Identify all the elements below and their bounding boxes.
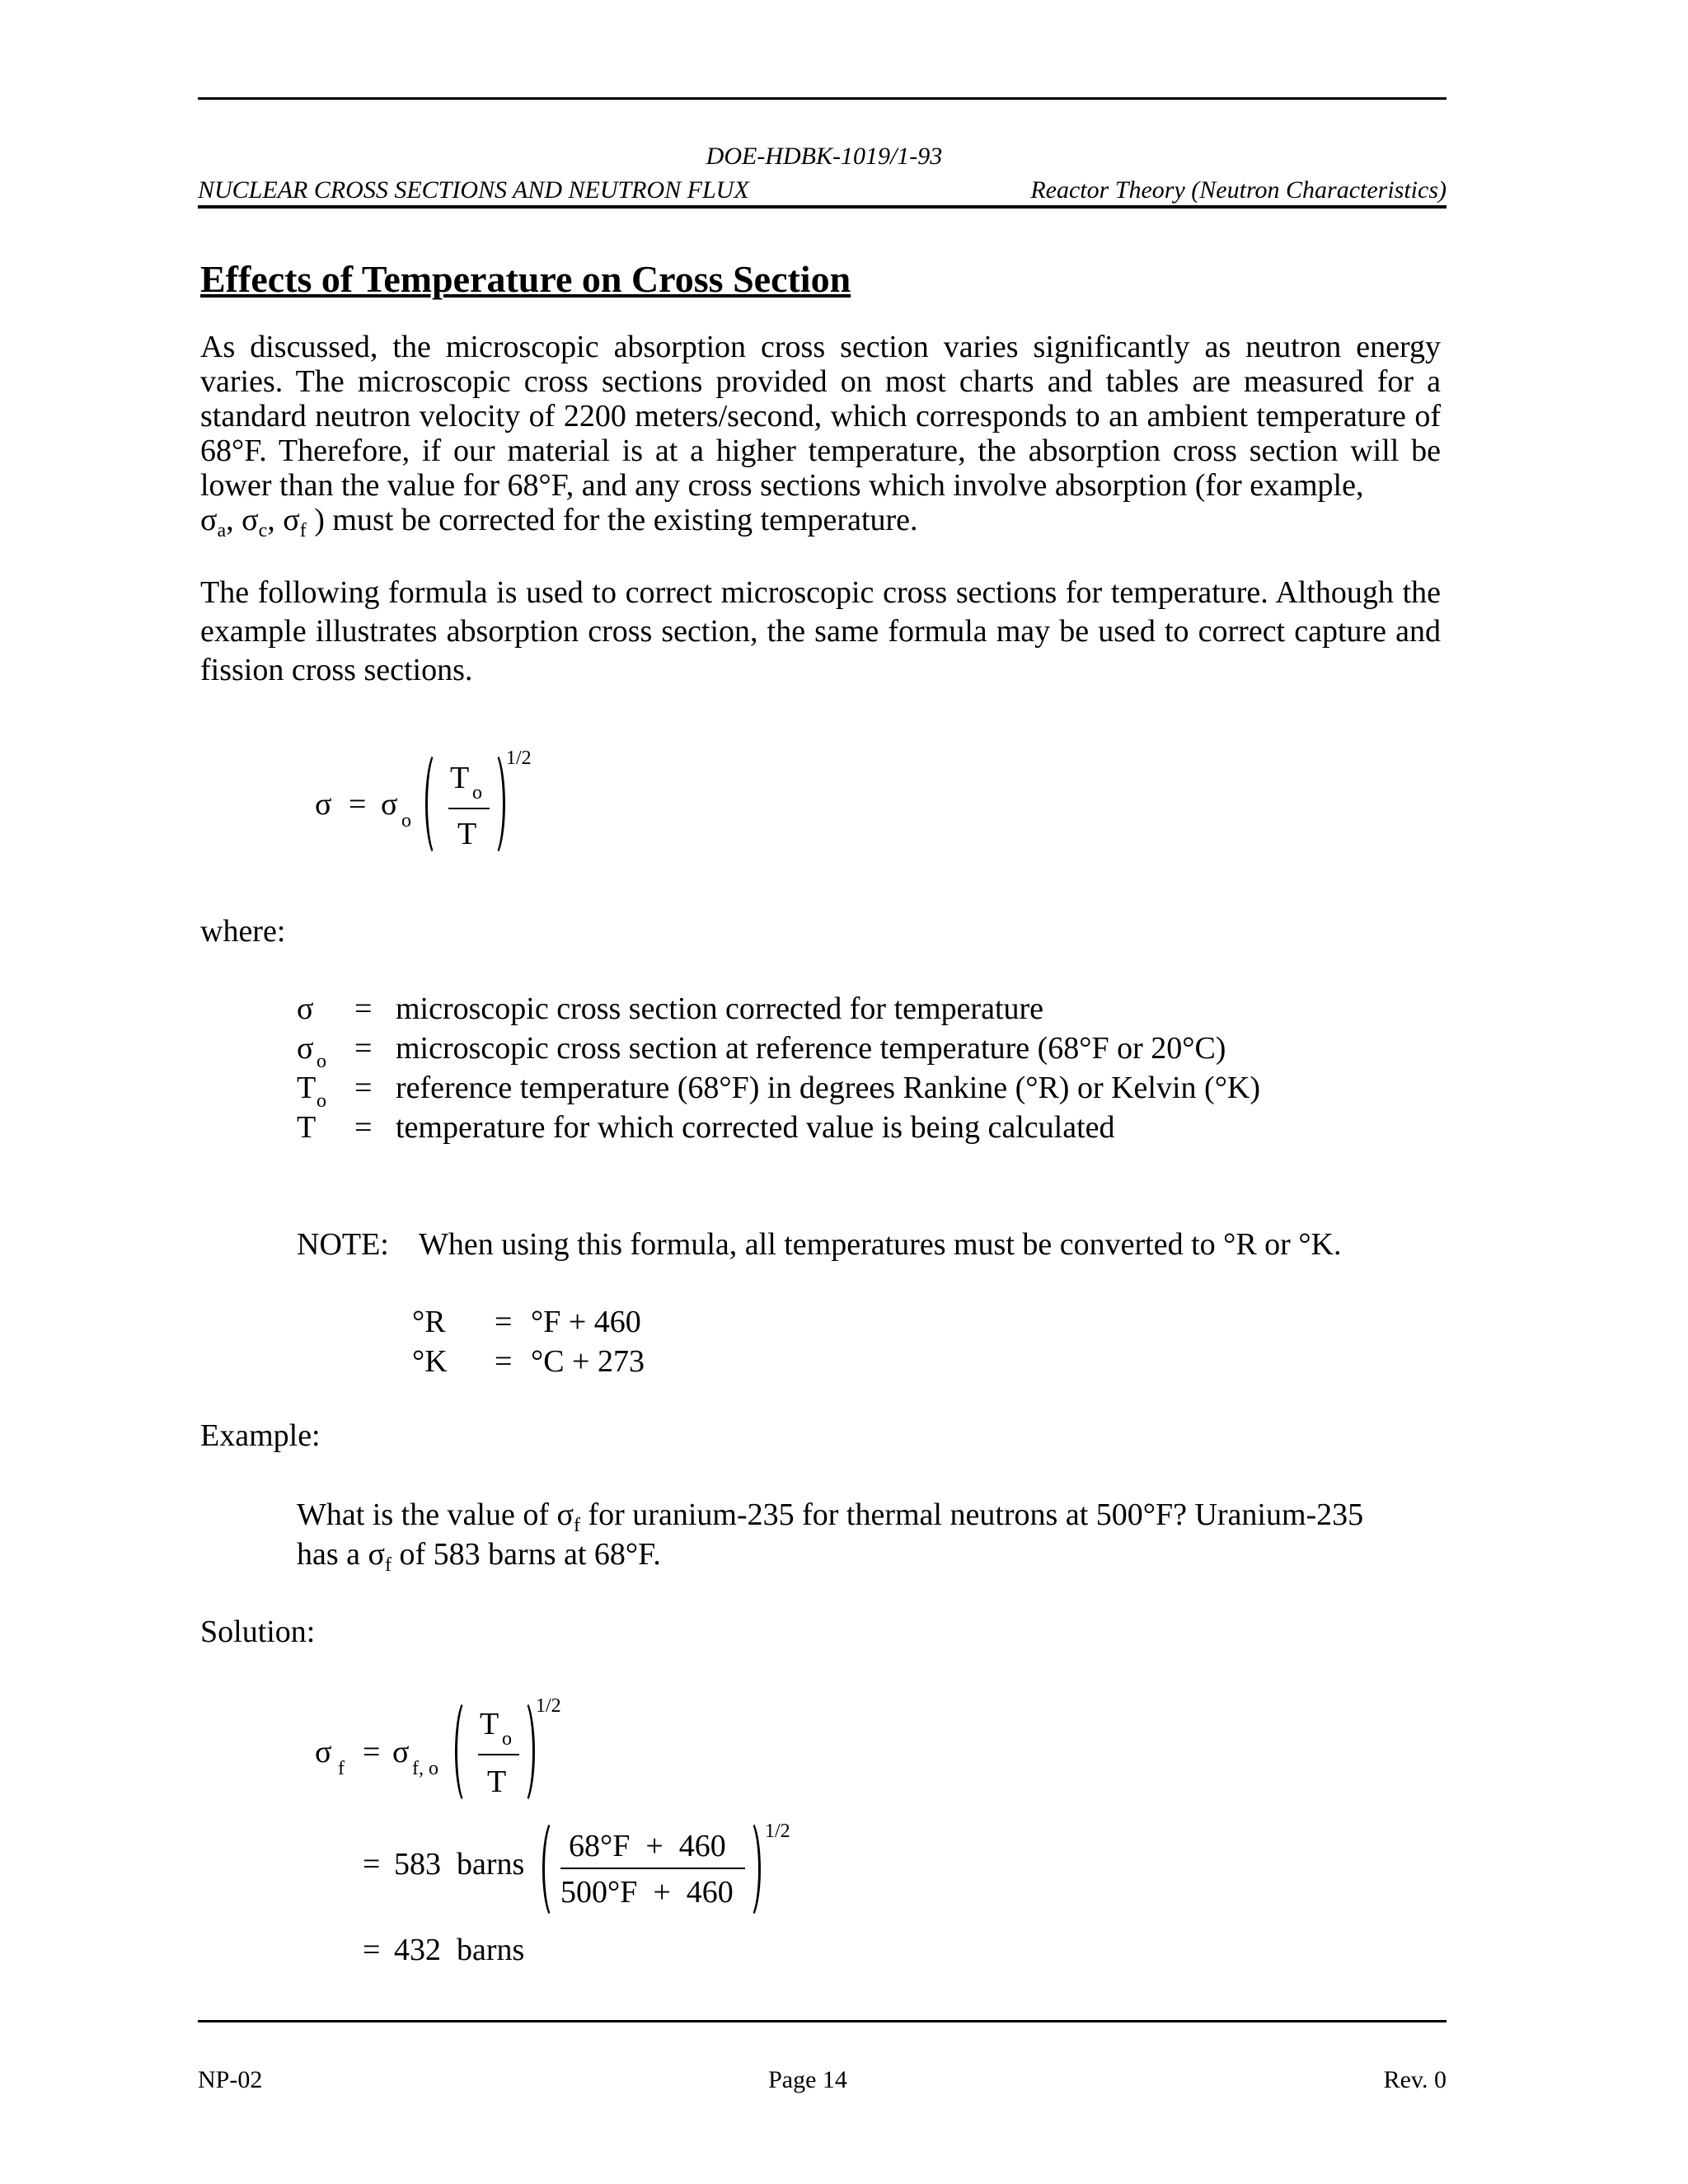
- example-q2-rest: of 583 barns at 68°F.: [392, 1537, 661, 1572]
- conversion-equals: =: [495, 1305, 513, 1339]
- formula-sigma-zero: σ: [381, 787, 398, 822]
- solution-numerator-sub: o: [502, 1728, 512, 1750]
- where-label: where:: [200, 914, 286, 949]
- formula-lhs-sigma: σ: [315, 787, 332, 822]
- example-q1-text: What is the value of σ: [297, 1497, 574, 1532]
- formula-right-paren: [481, 750, 505, 858]
- step2-right-paren: [737, 1818, 761, 1920]
- formula-numerator-sub: o: [472, 782, 482, 804]
- formula-numerator: T: [450, 761, 470, 795]
- definition-equals: =: [354, 1031, 373, 1066]
- formula-sigma-zero-sub: o: [401, 810, 411, 832]
- definition-equals: =: [354, 991, 373, 1026]
- sigma-symbol: σ: [200, 503, 218, 537]
- example-q2-text: has a σ: [297, 1537, 386, 1572]
- solution-exponent: 1/2: [536, 1695, 561, 1717]
- solution-numerator: T: [480, 1707, 499, 1741]
- conversion-rhs: °F + 460: [531, 1305, 641, 1339]
- definition-symbol: T: [297, 1110, 316, 1145]
- solution-lhs-sub: f: [338, 1758, 345, 1779]
- footer-module-id: NP-02: [198, 2066, 263, 2093]
- step2-fraction-bar: [560, 1868, 745, 1869]
- solution-sigma-sub: f, o: [412, 1758, 438, 1779]
- step2-numerator: 68°F + 460: [569, 1829, 726, 1863]
- footer-revision: Rev. 0: [1383, 2066, 1447, 2093]
- definition-equals: =: [354, 1071, 373, 1105]
- solution-right-paren: [511, 1698, 535, 1806]
- comma: ,: [226, 503, 234, 537]
- solution-equals: =: [363, 1735, 381, 1769]
- definition-row: [297, 1070, 1451, 1112]
- footer-page-number: Page 14: [768, 2066, 847, 2093]
- definition-symbol-sub: o: [316, 1090, 326, 1112]
- header-bottom-rule: [198, 205, 1447, 209]
- solution-left-paren: [455, 1698, 479, 1806]
- definition-text: microscopic cross section corrected for temperature: [396, 991, 1044, 1026]
- section-title: Effects of Temperature on Cross Section: [200, 258, 851, 300]
- comma: ,: [267, 503, 275, 537]
- example-question-line2: [297, 1536, 661, 1576]
- solution-denominator: T: [487, 1765, 507, 1799]
- formula-left-paren: [425, 750, 449, 858]
- step2-exponent: 1/2: [765, 1821, 790, 1842]
- definition-text: temperature for which corrected value is being calculated: [396, 1110, 1115, 1145]
- header-doc-id: DOE-HDBK-1019/1-93: [706, 143, 943, 170]
- definition-row: [297, 1030, 1451, 1072]
- conversion-lhs: °K: [412, 1344, 448, 1379]
- sigma-symbol: σ: [241, 503, 259, 537]
- example-q2-sub: f: [385, 1554, 392, 1576]
- sigma-sub-f: f: [299, 520, 307, 541]
- header-right-title: Reactor Theory (Neutron Characteristics): [1030, 176, 1447, 204]
- definition-row: [297, 991, 1451, 1029]
- paragraph-intro-tail: ) must be corrected for the existing temperature.: [314, 503, 918, 537]
- paragraph-intro-text: As discussed, the microscopic absorption cross section varies significantly as neutron energy varies. The microscopic cross sections provided on most charts and tables are measured for a standard neutron velocity of 2200 meters/second, which corresponds to an ambient temperature of 68°F. Therefore, if our material is at a higher temperature, the absorption cross section will be lower than the value for 68°F, and any cross sections which involve absorption (for example,: [200, 330, 1441, 503]
- step2-lhs: 583 barns: [394, 1847, 525, 1882]
- formula-equals: =: [349, 787, 367, 822]
- footer-rule: [198, 2020, 1447, 2022]
- definition-text: reference temperature (68°F) in degrees Rankine (°R) or Kelvin (°K): [396, 1071, 1260, 1105]
- definition-symbol: σ: [297, 1031, 314, 1066]
- conversion-lhs: °R: [412, 1305, 446, 1339]
- paragraph-intro: [200, 330, 1441, 541]
- example-q1-rest: for uranium-235 for thermal neutrons at 500°F? Uranium-235: [580, 1497, 1364, 1532]
- solution-label: Solution:: [200, 1615, 316, 1649]
- formula-denominator: T: [457, 817, 477, 851]
- definition-symbol-sub: o: [316, 1051, 326, 1072]
- conversion-rhs: °C + 273: [531, 1344, 645, 1379]
- sigma-sub-a: a: [217, 520, 227, 541]
- paragraph-formula-intro: The following formula is used to correct microscopic cross sections for temperature. Although the example illustrates absorption cross section, the same formula may be used to correct capture and fission cross sections.: [200, 575, 1441, 687]
- sigma-symbol: σ: [283, 503, 300, 537]
- definition-symbol: T: [297, 1071, 316, 1105]
- sigma-sub-c: c: [258, 520, 268, 541]
- example-question-line1: [297, 1497, 1364, 1536]
- conversion-row: [412, 1304, 824, 1342]
- definition-equals: =: [354, 1110, 373, 1145]
- example-q1-sub: f: [574, 1515, 580, 1536]
- note-text: When using this formula, all temperatures must be converted to °R or °K.: [419, 1227, 1342, 1262]
- step2-denominator: 500°F + 460: [560, 1875, 734, 1910]
- conversion-row: [412, 1343, 824, 1381]
- header-left-title: NUCLEAR CROSS SECTIONS AND NEUTRON FLUX: [198, 176, 749, 204]
- definition-row: [297, 1109, 1451, 1147]
- solution-lhs-sigma: σ: [315, 1735, 332, 1769]
- solution-sigma: σ: [392, 1735, 410, 1769]
- header-top-rule: [198, 97, 1447, 100]
- definition-text: microscopic cross section at reference temperature (68°F or 20°C): [396, 1031, 1226, 1066]
- conversion-equals: =: [495, 1344, 513, 1379]
- definition-symbol: σ: [297, 991, 314, 1026]
- step3-equals: =: [363, 1933, 381, 1967]
- formula-exponent: 1/2: [506, 748, 532, 769]
- example-label: Example:: [200, 1418, 321, 1453]
- step2-equals: =: [363, 1847, 381, 1882]
- step3-result: 432 barns: [394, 1933, 525, 1967]
- note-label: NOTE:: [297, 1227, 389, 1262]
